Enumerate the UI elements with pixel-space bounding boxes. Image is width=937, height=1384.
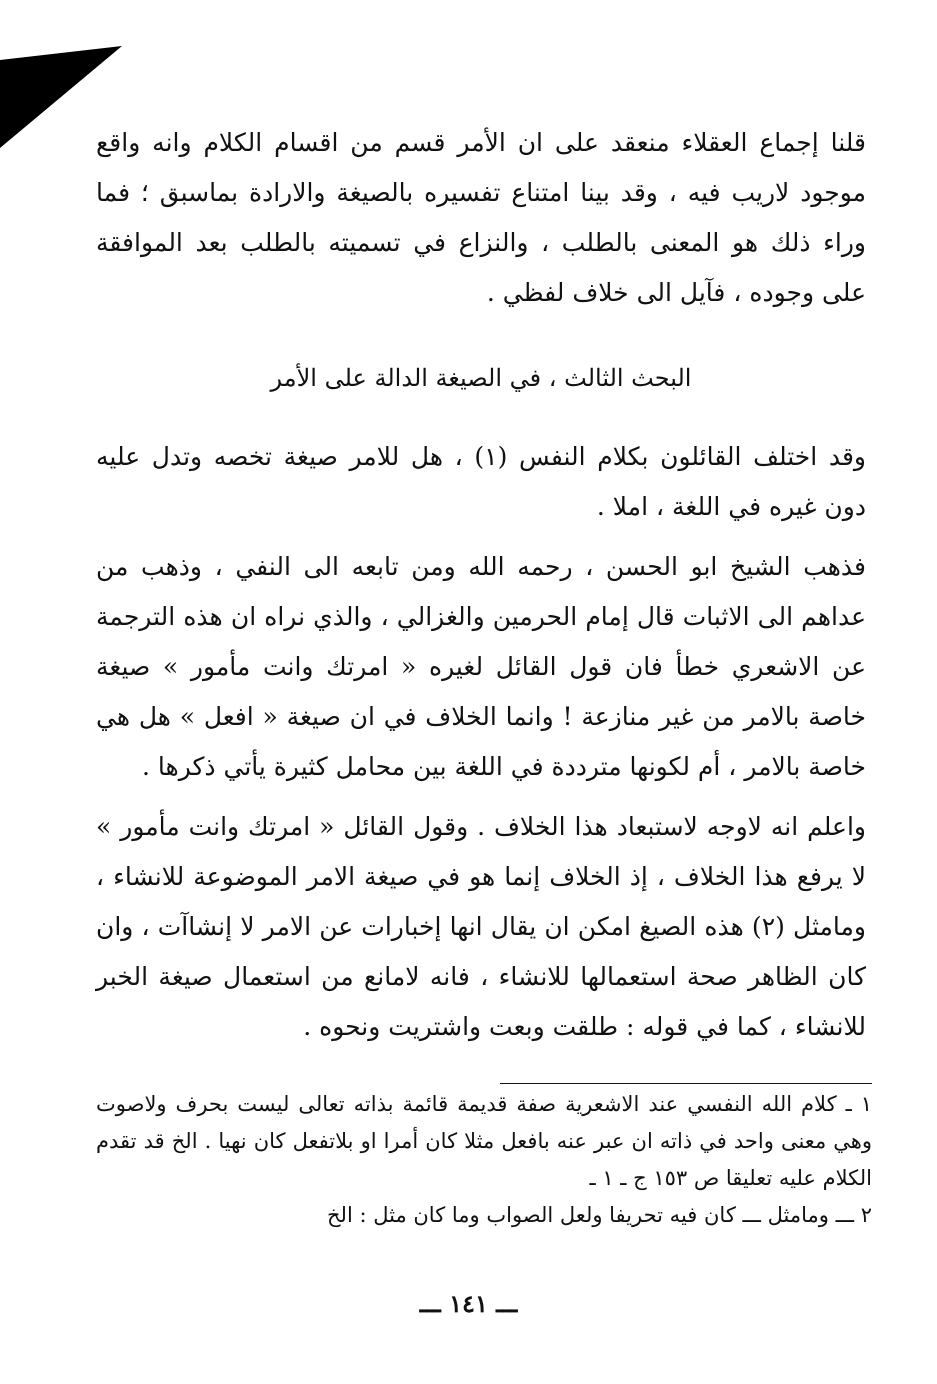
page-number: ـــ ١٤١ ـــ [419, 1289, 518, 1318]
paragraph-3: فذهب الشيخ ابو الحسن ، رحمه الله ومن تابعه الى النفي ، وذهب من عداهم الى الاثبات قال إمام الحرمين والغزالي ، والذي نراه ان هذه الترجمة عن الاشعري خطأ فان قول القائل لغيره « امرتك وانت مأمور » صيغة خاصة بالامر من غير منازعة ! وانما الخلاف في ان صيغة « افعل » هل هي خاصة بالامر ، أم لكونها مترددة في اللغة بين محامل كثيرة يأتي ذكرها . [96, 552, 866, 781]
paragraph-2: وقد اختلف القائلون بكلام النفس (١) ، هل للامر صيغة تخصه وتدل عليه دون غيره في اللغة ، املا . [96, 442, 866, 521]
paragraph-1: قلنا إجماع العقلاء منعقد على ان الأمر قسم من اقسام الكلام وانه واقع موجود لاريب فيه ، وقد بينا امتناع تفسيره بالصيغة والارادة بماسبق ؛ فما وراء ذلك هو المعنى بالطلب ، والنزاع في تسميته بالطلب بعد الموافقة على وجوده ، فآيل الى خلاف لفظي . [96, 128, 866, 307]
section-heading: البحث الثالث ، في الصيغة الدالة على الأمر [270, 364, 692, 392]
footnote-2: ٢ ـــ ومامثل ـــ كان فيه تحريفا ولعل الصواب وما كان مثل : الخ [327, 1203, 872, 1227]
page-body [96, 118, 866, 1052]
footnote-divider [500, 1083, 872, 1084]
paragraph-4: واعلم انه لاوجه لاستبعاد هذا الخلاف . وقول القائل « امرتك وانت مأمور » لا يرفع هذا الخلاف ، إذ الخلاف إنما هو في صيغة الامر الموضوعة للانشاء ، ومامثل (٢) هذه الصيغ امكن ان يقال انها إخبارات عن الامر لا إنشاآت ، وان كان الظاهر صحة استعمالها للانشاء ، فانه لامانع من استعمال صيغة الخبر للانشاء ، كما في قوله : طلقت وبعت واشتريت ونحوه . [96, 812, 866, 1041]
footnote-1: ١ ـ كلام الله النفسي عند الاشعرية صفة قديمة قائمة بذاته تعالى ليست بحرف ولاصوت وهي معنى واحد في ذاته ان عبر عنه بافعل مثلا كان أمرا او بلاتفعل كان نهيا . الخ قد تقدم الكلام عليه تعليقا ص ١٥٣ ج ـ ١ ـ [96, 1092, 872, 1190]
footnotes [96, 1086, 872, 1234]
